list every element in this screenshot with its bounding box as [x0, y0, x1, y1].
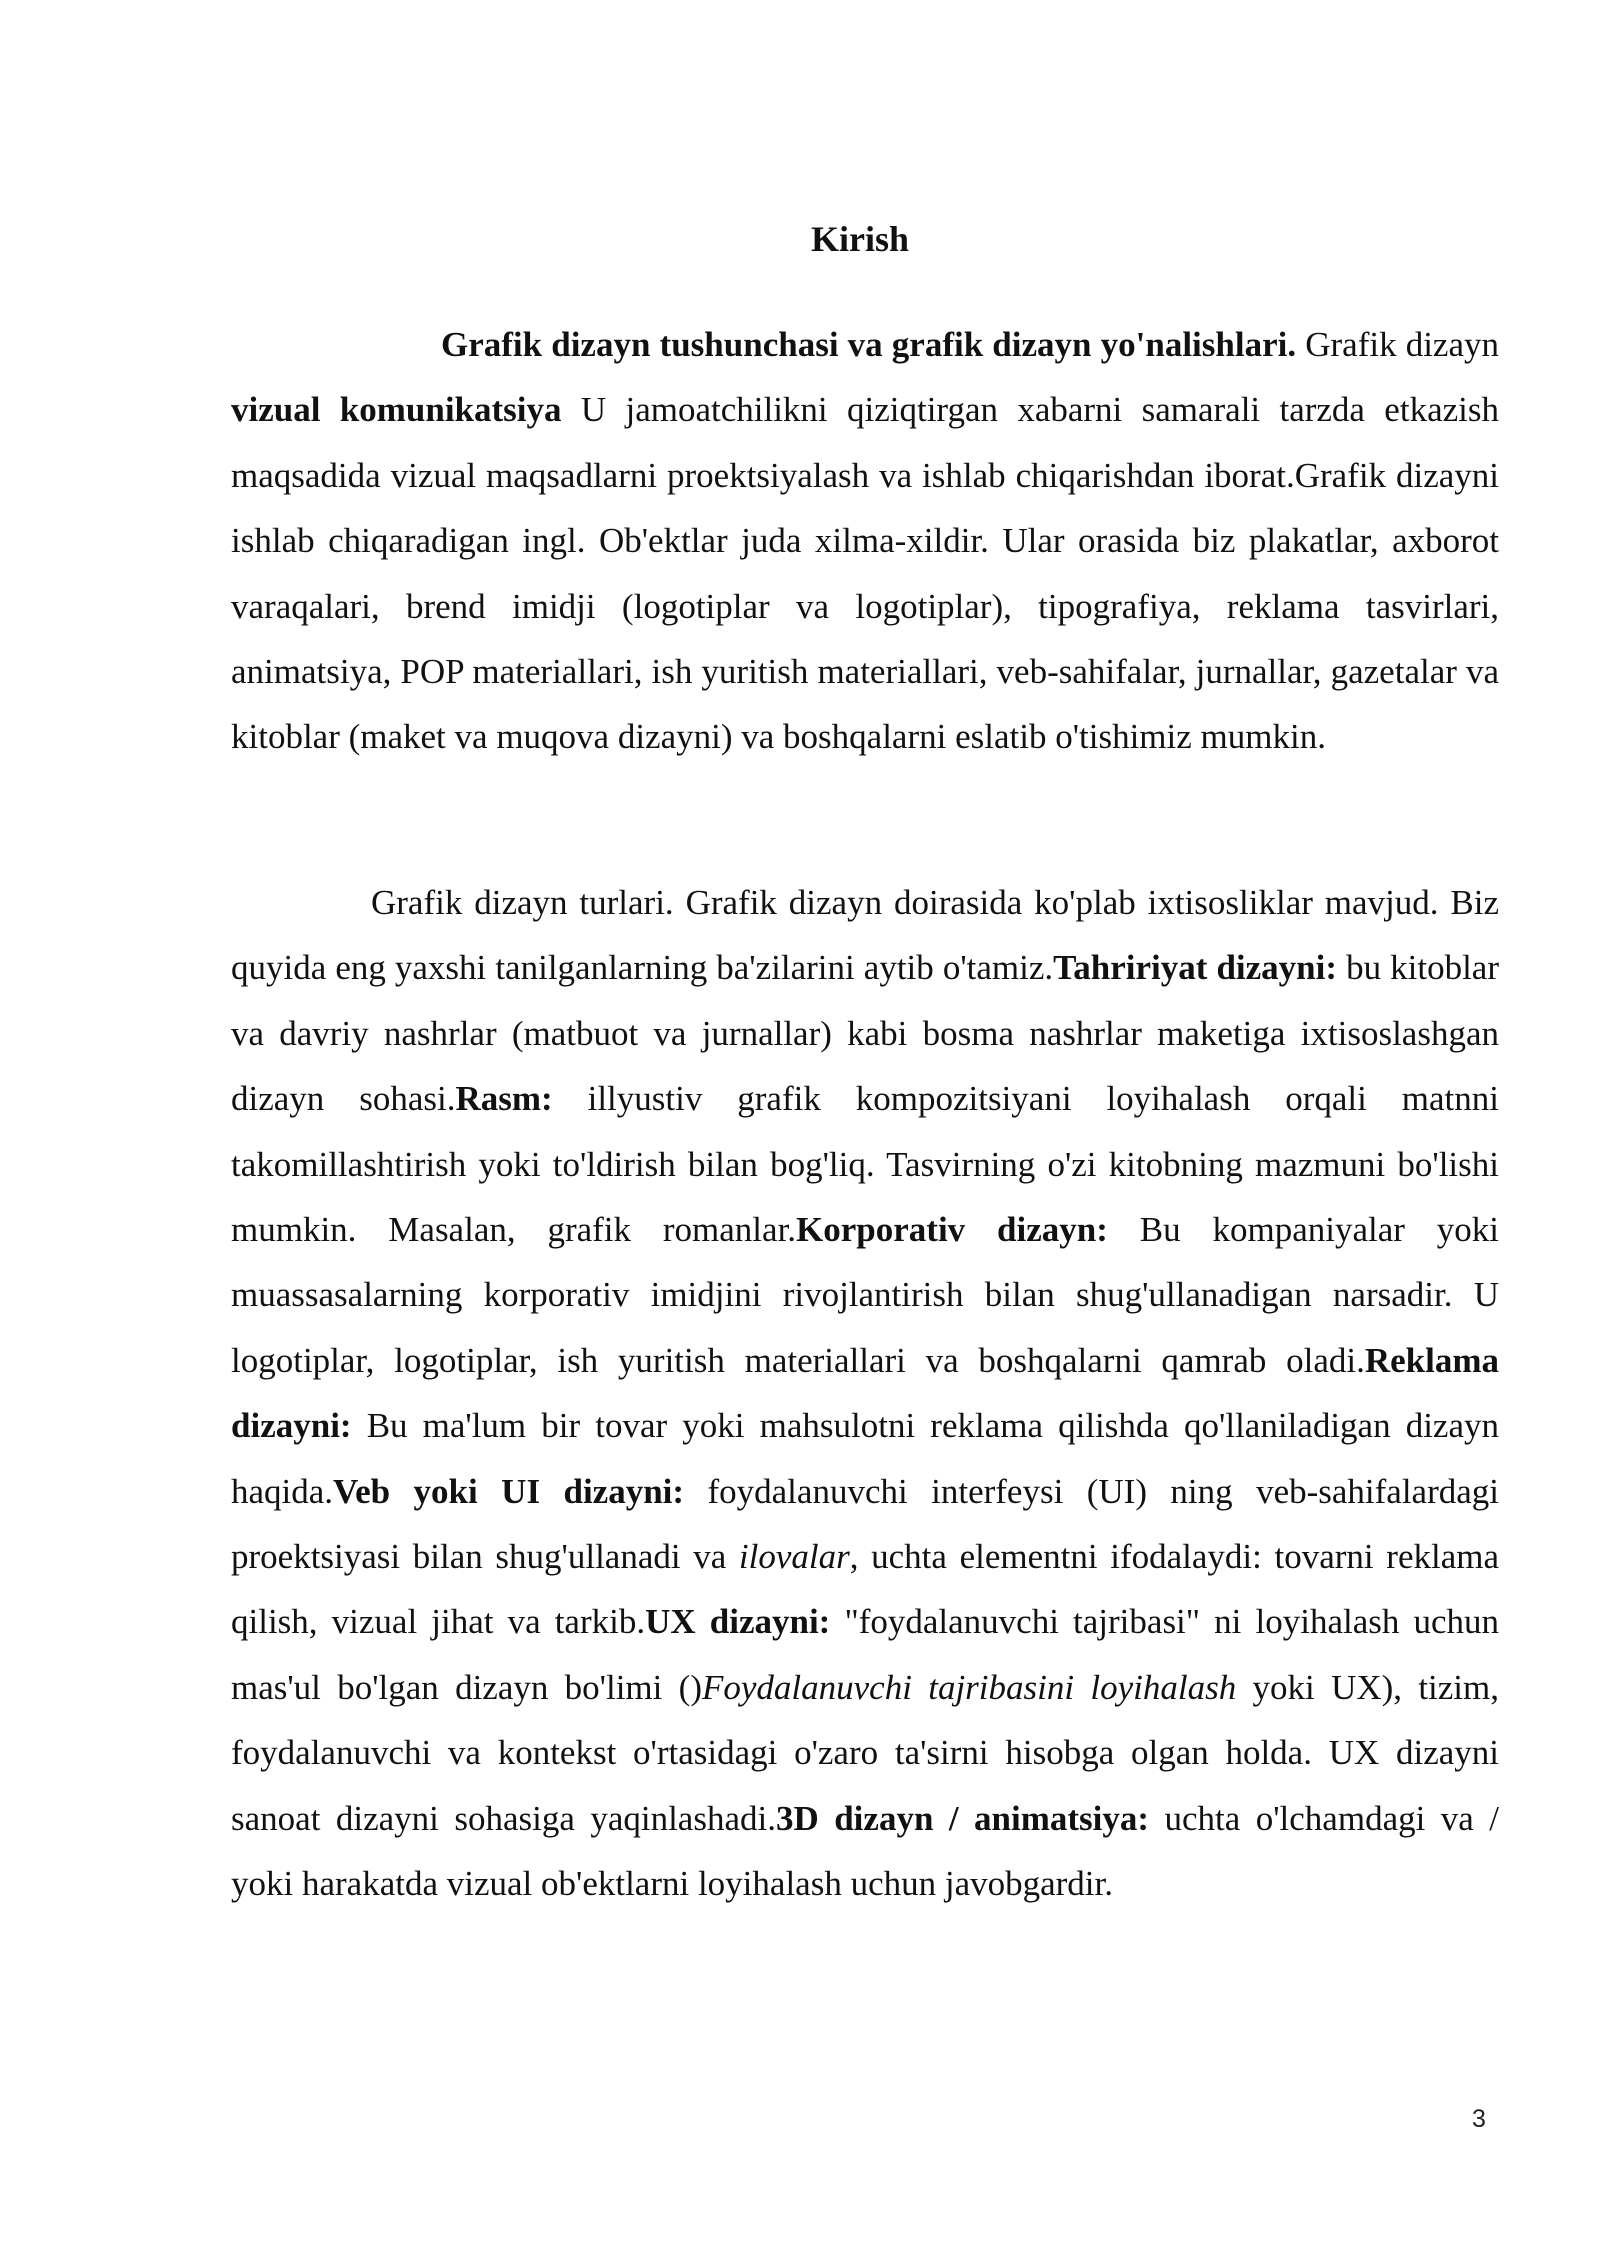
bold-term: Reklama dizayni: — [231, 1340, 1499, 1446]
italic-term: Foydalanuvchi tajribasini loyihalash — [702, 1667, 1237, 1707]
bold-term: Tahririyat dizayni: — [1053, 948, 1338, 988]
bold-term: Korporativ dizayn: — [796, 1210, 1108, 1250]
paragraph-text: Grafik dizayn — [1296, 325, 1499, 364]
paragraph-text: , uchta elementni ifodalaydi: tovarni reklama qilish, vizual jihat va tarkib. — [231, 1537, 1499, 1642]
paragraph-intro — [231, 312, 1499, 770]
paragraph-text: Bu ma'lum bir tovar yoki mahsulotni reklama qilishda qo'llaniladigan dizayn haqida. — [231, 1406, 1499, 1511]
page-title: Kirish — [810, 219, 909, 259]
paragraph-text: foydalanuvchi interfeysi (UI) ning veb-sahifalardagi proektsiyasi bilan shug'ullanadi va — [231, 1471, 1499, 1577]
bold-term: UX dizayni: — [645, 1602, 831, 1642]
paragraph-text: Grafik dizayn turlari. Grafik dizayn doirasida ko'plab ixtisosliklar mavjud. Biz quyida eng yaxshi tanilganlarning ba'zilarini aytib o'tamiz. — [231, 883, 1499, 988]
bold-term: 3D dizayn / animatsiya: — [775, 1798, 1150, 1838]
page-number: 3 — [1472, 2105, 1486, 2133]
paragraph-text: yoki UX), tizim, foydalanuvchi va kontekst o'rtasidagi o'zaro ta'sirni hisobga olgan holda. UX dizayni sanoat dizayni sohasiga yaqinlashadi. — [231, 1667, 1500, 1838]
paragraph-text: U jamoatchilikni qiziqtirgan xabarni samarali tarzda etkazish maqsadida vizual maqsadlarni proektsiyalash va ishlab chiqarishdan iborat.Grafik dizayni ishlab chiqaradigan ingl. Ob'ektlar juda xilma-xildir. Ular orasida biz plakatlar, axborot varaqalari, brend imidji (logotiplar va logotiplar), tipografiya, reklama tasvirlari, animatsiya, POP materiallari, ish yuritish materiallari, veb-sahifalar, jurnallar, gazetalar va kitoblar (maket va muqova dizayni) va boshqalarni eslatib o'tishimiz mumkin. — [231, 390, 1499, 757]
bold-term: Rasm: — [455, 1079, 553, 1119]
paragraph-text: "foydalanuvchi tajribasi" ni loyihalash uchun mas'ul bo'lgan dizayn bo'limi () — [231, 1602, 1499, 1707]
section-heading: Grafik dizayn tushunchasi va grafik dizayn yo'nalishlari. — [441, 325, 1297, 364]
paragraph-text: illyustiv grafik kompozitsiyani loyihalash orqali matnni takomillashtirish yoki to'ldirish bilan bog'liq. Tasvirning o'zi kitobning mazmuni bo'lishi mumkin. Masalan, grafik romanlar. — [231, 1079, 1499, 1250]
paragraph-text: Bu kompaniyalar yoki muassasalarning korporativ imidjini rivojlantirish bilan shug'ullanadigan narsadir. U logotiplar, logotiplar, ish yuritish materiallari va boshqalarni qamrab oladi. — [231, 1210, 1499, 1380]
italic-term: ilovalar — [738, 1537, 850, 1577]
bold-term: Veb yoki UI dizayni: — [333, 1471, 685, 1511]
bold-term: vizual komunikatsiya — [231, 390, 562, 430]
paragraph-design-types — [231, 870, 1499, 1917]
paragraph-text: bu kitoblar va davriy nashrlar (matbuot va jurnallar) kabi bosma nashrlar maketiga ixtisoslashgan dizayn sohasi. — [231, 948, 1500, 1119]
paragraph-text: uchta o'lchamdagi va / yoki harakatda vizual ob'ektlarni loyihalash uchun javobgardir. — [231, 1798, 1499, 1904]
